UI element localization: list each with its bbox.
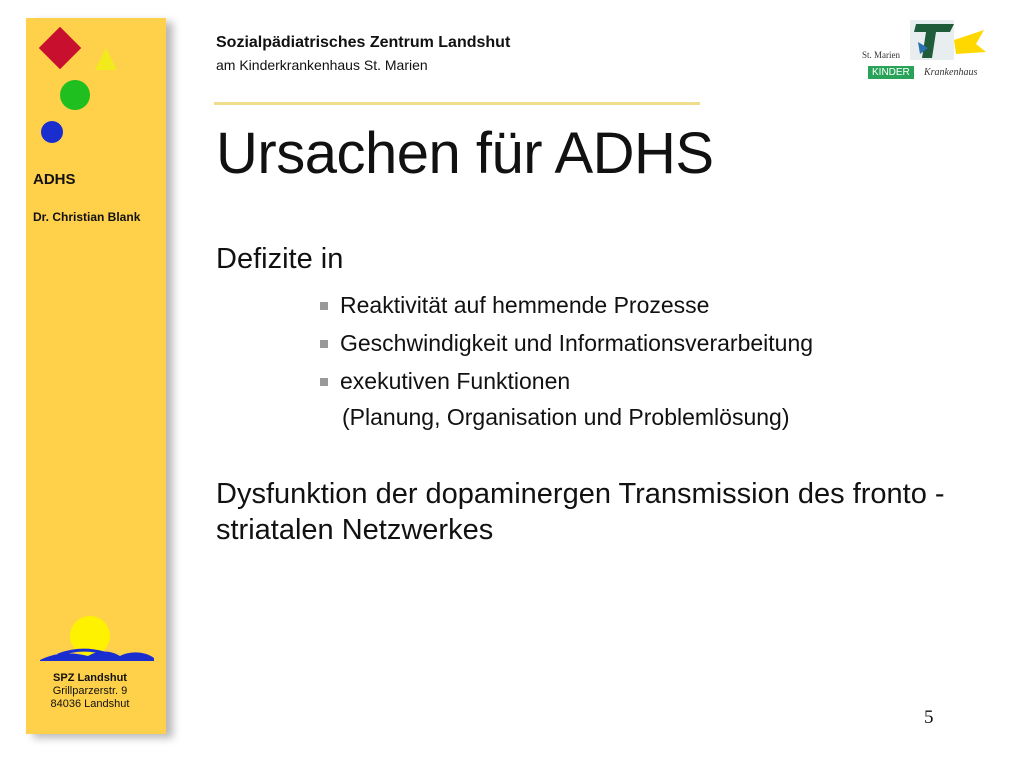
- logo-krankenhaus: Krankenhaus: [924, 67, 978, 78]
- list-item-text: Reaktivität auf hemmende Prozesse: [340, 292, 710, 318]
- page-number: 5: [924, 707, 934, 728]
- list-item-text: Geschwindigkeit und Informationsverarbeitung: [340, 330, 814, 356]
- slide-title: Ursachen für ADHS: [216, 121, 714, 186]
- header-subtitle: am Kinderkrankenhaus St. Marien: [216, 57, 428, 73]
- bullet-square-icon: [320, 302, 328, 310]
- list-item: [320, 362, 996, 400]
- sidebar-address: [26, 672, 154, 711]
- bullet-square-icon: [320, 378, 328, 386]
- slide-body: [216, 243, 996, 548]
- address-street: Grillparzerstr. 9: [52, 685, 128, 697]
- header-divider: [214, 102, 700, 105]
- blue-circle-icon: [41, 121, 63, 143]
- sidebar-title: ADHS: [33, 171, 76, 188]
- list-item: [320, 286, 996, 324]
- bullet-continuation: (Planung, Organisation und Problemlösung): [342, 404, 790, 430]
- deficit-list: [216, 286, 996, 400]
- sidebar-author: Dr. Christian Blank: [33, 210, 141, 224]
- list-item: [320, 324, 996, 362]
- address-name: SPZ Landshut: [53, 672, 127, 684]
- intro-text: Defizite in: [216, 243, 344, 275]
- logo-kinder-badge: KINDER: [868, 66, 914, 79]
- green-circle-icon: [60, 80, 90, 110]
- list-item-text: exekutiven Funktionen: [340, 368, 571, 394]
- yellow-triangle-icon: [95, 48, 117, 70]
- bullet-square-icon: [320, 340, 328, 348]
- address-city: 84036 Landshut: [50, 698, 130, 710]
- sun-over-water-logo-icon: [38, 616, 156, 662]
- conclusion-text: Dysfunktion der dopaminergen Transmission des fronto - striatalen Netzwerkes: [216, 478, 945, 546]
- header-organization: Sozialpädiatrisches Zentrum Landshut: [216, 34, 511, 51]
- logo-st-marien: St. Marien: [862, 50, 900, 60]
